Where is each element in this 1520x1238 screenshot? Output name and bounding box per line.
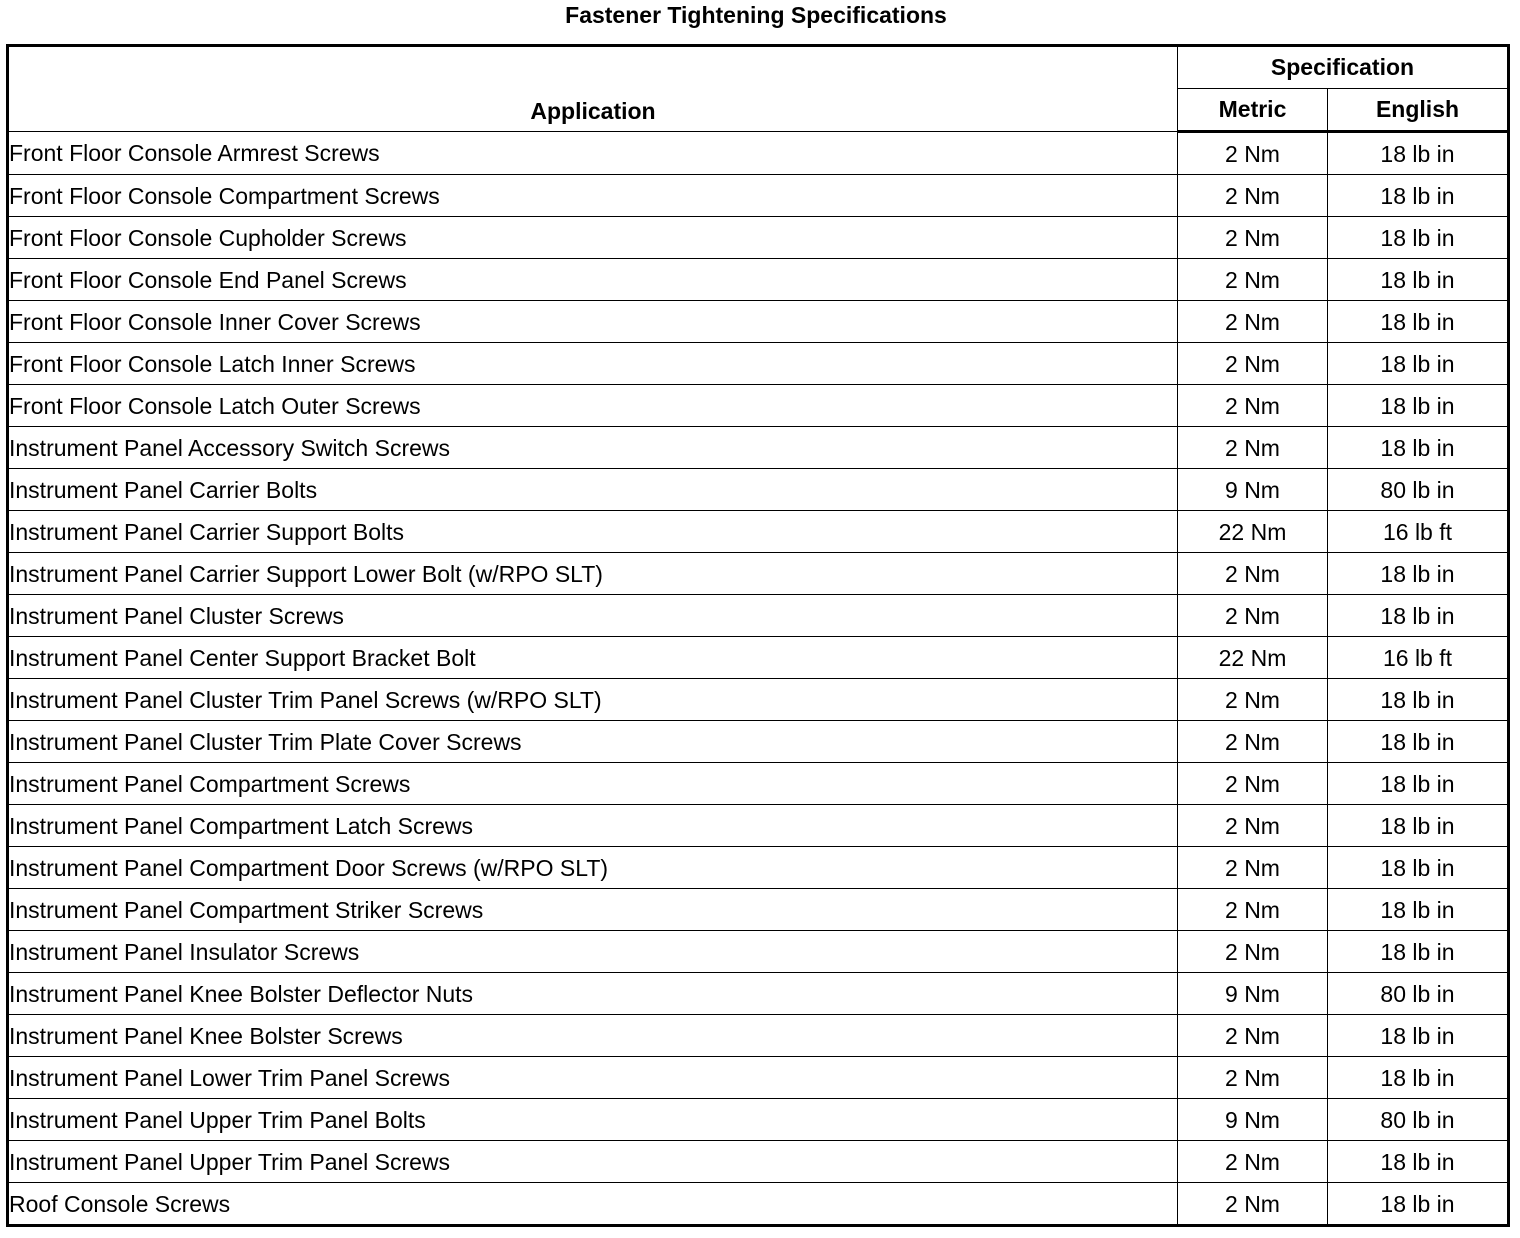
table-row	[8, 1015, 1509, 1057]
metric-cell: 2 Nm	[1178, 259, 1328, 301]
metric-cell: 22 Nm	[1178, 637, 1328, 679]
table-row	[8, 595, 1509, 637]
metric-cell: 2 Nm	[1178, 931, 1328, 973]
table-row	[8, 1141, 1509, 1183]
application-cell: Front Floor Console Latch Inner Screws	[8, 343, 1178, 385]
table-row	[8, 1183, 1509, 1226]
metric-cell: 2 Nm	[1178, 427, 1328, 469]
metric-cell: 2 Nm	[1178, 1141, 1328, 1183]
english-cell: 18 lb in	[1328, 595, 1509, 637]
metric-cell: 2 Nm	[1178, 721, 1328, 763]
table-row	[8, 553, 1509, 595]
application-header: Application	[8, 46, 1178, 132]
metric-cell: 2 Nm	[1178, 679, 1328, 721]
application-cell: Instrument Panel Upper Trim Panel Bolts	[8, 1099, 1178, 1141]
table-row	[8, 427, 1509, 469]
table-row	[8, 1057, 1509, 1099]
table-row	[8, 1099, 1509, 1141]
application-cell: Front Floor Console End Panel Screws	[8, 259, 1178, 301]
table-row	[8, 511, 1509, 553]
english-cell: 18 lb in	[1328, 763, 1509, 805]
metric-cell: 2 Nm	[1178, 175, 1328, 217]
english-cell: 80 lb in	[1328, 469, 1509, 511]
application-cell: Front Floor Console Latch Outer Screws	[8, 385, 1178, 427]
metric-cell: 2 Nm	[1178, 805, 1328, 847]
table-header	[8, 46, 1509, 132]
metric-cell: 9 Nm	[1178, 469, 1328, 511]
application-cell: Instrument Panel Compartment Latch Screws	[8, 805, 1178, 847]
application-cell: Instrument Panel Cluster Trim Panel Screws (w/RPO SLT)	[8, 679, 1178, 721]
page-title: Fastener Tightening Specifications	[565, 2, 947, 28]
application-cell: Instrument Panel Carrier Support Lower Bolt (w/RPO SLT)	[8, 553, 1178, 595]
metric-cell: 9 Nm	[1178, 1099, 1328, 1141]
application-cell: Instrument Panel Carrier Support Bolts	[8, 511, 1178, 553]
english-cell: 18 lb in	[1328, 847, 1509, 889]
metric-cell: 2 Nm	[1178, 1057, 1328, 1099]
table-row	[8, 931, 1509, 973]
application-cell: Front Floor Console Armrest Screws	[8, 132, 1178, 175]
metric-cell: 2 Nm	[1178, 132, 1328, 175]
table-row	[8, 385, 1509, 427]
english-cell: 18 lb in	[1328, 427, 1509, 469]
application-cell: Instrument Panel Upper Trim Panel Screws	[8, 1141, 1178, 1183]
english-cell: 18 lb in	[1328, 1057, 1509, 1099]
table-row	[8, 343, 1509, 385]
application-cell: Instrument Panel Compartment Screws	[8, 763, 1178, 805]
metric-header: Metric	[1178, 89, 1328, 132]
english-cell: 80 lb in	[1328, 1099, 1509, 1141]
application-cell: Front Floor Console Inner Cover Screws	[8, 301, 1178, 343]
metric-cell: 22 Nm	[1178, 511, 1328, 553]
english-cell: 18 lb in	[1328, 301, 1509, 343]
application-cell: Roof Console Screws	[8, 1183, 1178, 1226]
table-row	[8, 973, 1509, 1015]
english-cell: 18 lb in	[1328, 931, 1509, 973]
metric-cell: 2 Nm	[1178, 217, 1328, 259]
english-cell: 18 lb in	[1328, 1141, 1509, 1183]
english-cell: 18 lb in	[1328, 217, 1509, 259]
english-cell: 18 lb in	[1328, 889, 1509, 931]
table-row	[8, 175, 1509, 217]
english-cell: 18 lb in	[1328, 805, 1509, 847]
table-row	[8, 301, 1509, 343]
table-row	[8, 721, 1509, 763]
table-row	[8, 132, 1509, 175]
table-body	[8, 132, 1509, 1226]
english-cell: 80 lb in	[1328, 973, 1509, 1015]
table-row	[8, 763, 1509, 805]
application-cell: Instrument Panel Knee Bolster Deflector Nuts	[8, 973, 1178, 1015]
metric-cell: 2 Nm	[1178, 763, 1328, 805]
application-cell: Instrument Panel Insulator Screws	[8, 931, 1178, 973]
table-row	[8, 847, 1509, 889]
application-cell: Instrument Panel Lower Trim Panel Screws	[8, 1057, 1178, 1099]
application-cell: Instrument Panel Compartment Door Screws (w/RPO SLT)	[8, 847, 1178, 889]
metric-cell: 2 Nm	[1178, 385, 1328, 427]
application-cell: Front Floor Console Cupholder Screws	[8, 217, 1178, 259]
metric-cell: 2 Nm	[1178, 1015, 1328, 1057]
application-cell: Instrument Panel Cluster Screws	[8, 595, 1178, 637]
table-row	[8, 679, 1509, 721]
table-row	[8, 259, 1509, 301]
table-row	[8, 637, 1509, 679]
application-cell: Instrument Panel Knee Bolster Screws	[8, 1015, 1178, 1057]
table-row	[8, 889, 1509, 931]
application-cell: Front Floor Console Compartment Screws	[8, 175, 1178, 217]
metric-cell: 2 Nm	[1178, 889, 1328, 931]
english-cell: 18 lb in	[1328, 385, 1509, 427]
english-cell: 18 lb in	[1328, 343, 1509, 385]
application-cell: Instrument Panel Accessory Switch Screws	[8, 427, 1178, 469]
table-row	[8, 805, 1509, 847]
metric-cell: 2 Nm	[1178, 301, 1328, 343]
metric-cell: 2 Nm	[1178, 595, 1328, 637]
fastener-spec-table	[6, 44, 1510, 1227]
application-cell: Instrument Panel Compartment Striker Screws	[8, 889, 1178, 931]
metric-cell: 9 Nm	[1178, 973, 1328, 1015]
application-cell: Instrument Panel Center Support Bracket Bolt	[8, 637, 1178, 679]
english-cell: 18 lb in	[1328, 132, 1509, 175]
application-cell: Instrument Panel Cluster Trim Plate Cover Screws	[8, 721, 1178, 763]
english-cell: 16 lb ft	[1328, 637, 1509, 679]
specification-header: Specification	[1178, 46, 1509, 89]
english-cell: 18 lb in	[1328, 721, 1509, 763]
english-cell: 18 lb in	[1328, 175, 1509, 217]
english-cell: 18 lb in	[1328, 553, 1509, 595]
english-cell: 18 lb in	[1328, 1015, 1509, 1057]
metric-cell: 2 Nm	[1178, 1183, 1328, 1226]
metric-cell: 2 Nm	[1178, 343, 1328, 385]
metric-cell: 2 Nm	[1178, 847, 1328, 889]
english-cell: 18 lb in	[1328, 1183, 1509, 1226]
english-header: English	[1328, 89, 1509, 132]
english-cell: 18 lb in	[1328, 259, 1509, 301]
application-cell: Instrument Panel Carrier Bolts	[8, 469, 1178, 511]
english-cell: 16 lb ft	[1328, 511, 1509, 553]
table-row	[8, 469, 1509, 511]
header-row-top	[8, 46, 1509, 89]
english-cell: 18 lb in	[1328, 679, 1509, 721]
table-row	[8, 217, 1509, 259]
metric-cell: 2 Nm	[1178, 553, 1328, 595]
